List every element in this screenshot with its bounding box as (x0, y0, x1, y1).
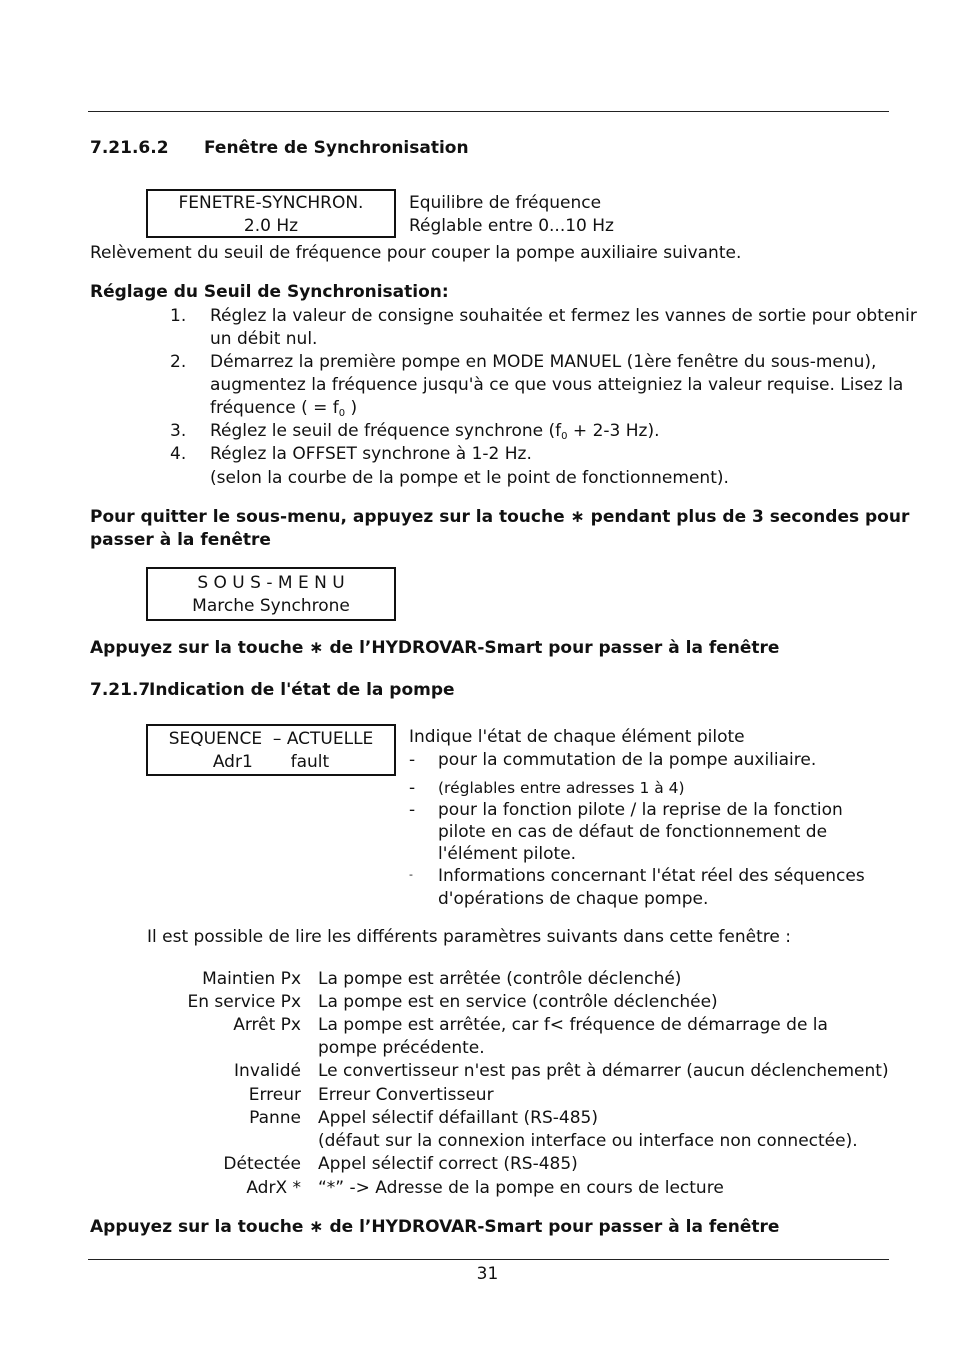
param-value: Appel sélectif correct (RS-485) (318, 1154, 578, 1174)
lcd-display-submenu (146, 567, 396, 621)
lcd-line-2: 2.0 Hz (243, 216, 299, 236)
subheading: Réglage du Seuil de Synchronisation: (90, 282, 449, 302)
step-number: 3. (170, 421, 187, 441)
bullet-text: (réglables entre adresses 1 à 4) (438, 779, 685, 797)
bullet-dash: - (409, 778, 416, 798)
step-number: 4. (170, 444, 187, 464)
step-text: fréquence ( = $f_0$ ) (210, 398, 358, 419)
quit-instruction: Pour quitter le sous-menu, appuyez sur la touche ∗ pendant plus de 3 secondes pour (90, 507, 910, 527)
param-value: Erreur Convertisseur (318, 1085, 494, 1105)
page-number: 31 (476, 1264, 499, 1284)
step-text: Démarrez la première pompe en MODE MANUEL (1ère fenêtre du sous-menu), (210, 352, 877, 372)
lcd-display-sequence (146, 724, 396, 776)
description: Relèvement du seuil de fréquence pour couper la pompe auxiliaire suivante. (90, 243, 742, 263)
lcd-line-2: Marche Synchrone (192, 596, 350, 616)
bullet-text: pour la fonction pilote / la reprise de la fonction (438, 800, 843, 820)
param-label: Erreur (248, 1085, 301, 1105)
param-label: Panne (249, 1108, 301, 1128)
step-text: Réglez le seuil de fréquence synchrone ($f_0 + 2-3$ Hz). (210, 421, 660, 442)
step-text: (selon la courbe de la pompe et le point de fonctionnement). (210, 468, 729, 488)
param-value: La pompe est arrêtée (contrôle déclenché) (318, 969, 682, 989)
step-number: 2. (170, 352, 187, 372)
param-value: pompe précédente. (318, 1038, 485, 1058)
section-number: 7.21.7 (90, 680, 151, 700)
step-number: 1. (170, 306, 187, 326)
top-rule (88, 111, 889, 112)
bullet-text: d'opérations de chaque pompe. (438, 889, 709, 909)
intro-text: Indique l'état de chaque élément pilote (409, 727, 745, 747)
bullet-text: l'élément pilote. (438, 844, 577, 864)
step-text: Réglez la OFFSET synchrone à 1-2 Hz. (210, 444, 532, 464)
side-text: Equilibre de fréquence (409, 193, 602, 213)
bullet-text: pilote en cas de défaut de fonctionnement de (438, 822, 828, 842)
param-label: Détectée (223, 1154, 301, 1174)
section-title: Indication de l'état de la pompe (149, 680, 455, 700)
param-label: Arrêt Px (233, 1015, 301, 1035)
bullet-dash: - (409, 868, 413, 881)
param-value: “*” -> Adresse de la pompe en cours de lecture (318, 1178, 724, 1198)
bullet-dash: - (409, 800, 416, 820)
param-value: La pompe est en service (contrôle déclenchée) (318, 992, 718, 1012)
bullet-text: Informations concernant l'état réel des séquences (438, 866, 865, 886)
param-label: En service Px (187, 992, 301, 1012)
bullet-text: pour la commutation de la pompe auxiliaire. (438, 750, 817, 770)
step-text: un débit nul. (210, 329, 318, 349)
lcd-line-1: S O U S - M E N U (197, 573, 345, 593)
param-label: Invalidé (234, 1061, 301, 1081)
param-value: Le convertisseur n'est pas prêt à démarrer (aucun déclenchement) (318, 1061, 889, 1081)
quit-instruction: passer à la fenêtre (90, 530, 271, 550)
param-label: Maintien Px (202, 969, 301, 989)
param-intro: Il est possible de lire les différents paramètres suivants dans cette fenêtre : (147, 927, 791, 947)
press-instruction: Appuyez sur la touche ∗ de l’HYDROVAR-Smart pour passer à la fenêtre (90, 1217, 780, 1237)
section-title: Fenêtre de Synchronisation (204, 138, 469, 158)
bullet-dash: - (409, 750, 416, 770)
step-text: augmentez la fréquence jusqu'à ce que vous atteigniez la valeur requise. Lisez la (210, 375, 904, 395)
param-value: (défaut sur la connexion interface ou interface non connectée). (318, 1131, 858, 1151)
param-value: Appel sélectif défaillant (RS-485) (318, 1108, 598, 1128)
step-text: Réglez la valeur de consigne souhaitée et fermez les vannes de sortie pour obtenir (210, 306, 917, 326)
lcd-display-synchron (146, 189, 396, 238)
bottom-rule (88, 1259, 889, 1260)
lcd-line-1: SEQUENCE – ACTUELLE (168, 729, 374, 749)
param-label: AdrX * (246, 1178, 301, 1198)
press-instruction: Appuyez sur la touche ∗ de l’HYDROVAR-Smart pour passer à la fenêtre (90, 638, 780, 658)
section-number: 7.21.6.2 (90, 138, 169, 158)
lcd-line-1: FENETRE-SYNCHRON. (178, 193, 364, 213)
side-text: Réglable entre 0...10 Hz (409, 216, 614, 236)
param-value: La pompe est arrêtée, car f< fréquence de démarrage de la (318, 1015, 828, 1035)
lcd-line-2: Adr1 fault (212, 752, 330, 772)
